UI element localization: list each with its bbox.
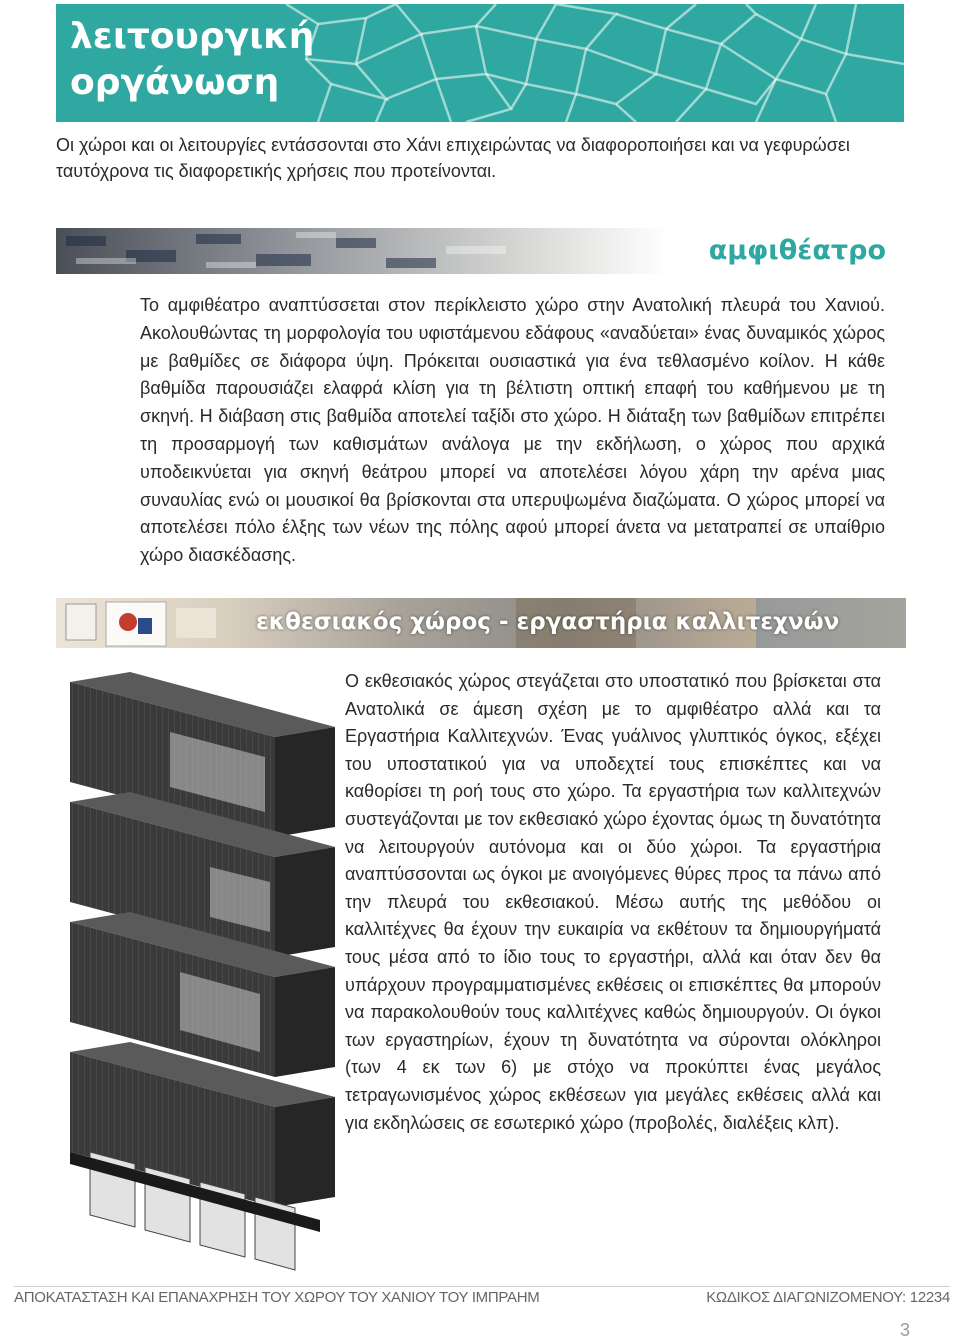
amphitheatre-text: Το αμφιθέατρο αναπτύσσεται στον περίκλειστο χώρο στην Ανατολική πλευρά του Χανιού. Ακολουθώντας τη μορφολογία του υφιστάμενου εδάφους «αναδύεται» ένας δυναμικός χώρος με βαθμίδες σε διάφορα ύψη. Πρόκειται ουσιαστικά για ένα τεθλασμένο κοίλον. Η κάθε βαθμίδα παρουσιάζει ελαφρά κλίση για τη βέλτιστη οπτική επαφή του καθήμενου με τη σκηνή. Η διάβαση στις βαθμίδα αποτελεί ταξίδι στο χώρο. Η διάταξη των βαθμίδων επιτρέπει τη προσαρμογή των καθισμάτων ανάλογα με την εκδήλωση, ο χώρος που αρχικά υποδεικνύεται για σκηνή θεάτρου μπορεί να αποτελέσει λόγου χάρη την αρένα μιας συναυλίας ενώ οι μουσικοί θα βρίσκονται στα υπερυψωμένα διαζώματα. Ο χώρος μπορεί να αποτελέσει πόλο έλξης των νέων της πόλης αφού μπορεί άνετα να μετατραπεί σε υπαίθριο χώρο διασκέδασης. <box>140 295 885 566</box>
footer-project-title: ΑΠΟΚΑΤΑΣΤΑΣΗ ΚΑΙ ΕΠΑΝΑΧΡΗΣΗ ΤΟΥ ΧΩΡΟΥ ΤΟΥ ΧΑΝΙΟΥ ΤΟΥ ΙΜΠΡΑΗΜ <box>14 1289 540 1306</box>
exhibition-heading: εκθεσιακός χώρος - εργαστήρια καλλιτεχνών <box>256 609 840 635</box>
amphitheatre-heading: αμφιθέατρο <box>708 235 886 266</box>
footer-participant-code: ΚΩΔΙΚΟΣ ΔΙΑΓΩΝΙΖΟΜΕΝΟΥ: 12234 <box>706 1289 950 1306</box>
amphitheatre-banner <box>56 228 906 274</box>
workshop-volumes-diagram <box>60 672 335 1292</box>
workshop-volume-4 <box>70 1042 335 1270</box>
page-title: λειτουργική οργάνωση <box>70 16 315 103</box>
header-banner <box>56 4 904 122</box>
exhibition-text: Ο εκθεσιακός χώρος στεγάζεται στο υποστατικό που βρίσκεται στα Ανατολικά σε άμεση σχέση με το αμφιθέατρο αλλά και τα Εργαστήρια Καλλιτεχνών. Ένας γυάλινος γλυπτικός όγκος, εξέχει του υποστατικού για να υποδεχτεί τους επισκέπτες και να καθορίσει τη ροή τους στο χώρο. Τα εργαστήρια των καλλιτεχνών συστεγάζονται με τον εκθεσιακό χώρο έχοντας όμως τη δυνατότητα να λειτουργούν αυτόνομα και οι δύο χώροι. Τα εργαστήρια αναπτύσσονται ως όγκοι με ανοιγόμενες θύρες προς τα πάνω από την πλευρά του εκθεσιακού. Μέσω αυτής της μεθόδου οι καλλιτέχνες θα έχουν την ευκαιρία να εκθέτουν τα δημιουργήματά τους μέσα από το ίδιο τους το εργαστήρι, αλλά και όταν δεν θα υπάρχουν προγραμματισμένες εκθέσεις οι επισκέπτες θα μπορούν να παρακολουθούν τους καλλιτέχνες καθώς δημιουργούν. Οι όγκοι των εργαστηρίων, έχουν τη δυνατότητα να σύρονται ολόκληροι (των 4 εκ των 6) με στόχο να προκύπτει ένας μεγάλος τετραγωνισμένος χώρος εκθέσεων για μεγάλες εκθέσεις αλλά και για εκδηλώσεις σε εσωτερικό χώρο (προβολές, διαλέξεις κλπ). <box>345 671 881 1133</box>
footer <box>14 1286 950 1307</box>
exhibition-banner <box>56 598 906 648</box>
intro-text: Οι χώροι και οι λειτουργίες εντάσσονται στο Χάνι επιχειρώντας να διαφοροποιήσει και να γεφυρώσει ταυτόχρονα τις διαφορετικής χρήσεις που προτείνονται. <box>56 135 850 181</box>
page-number: 3 <box>899 1320 910 1340</box>
